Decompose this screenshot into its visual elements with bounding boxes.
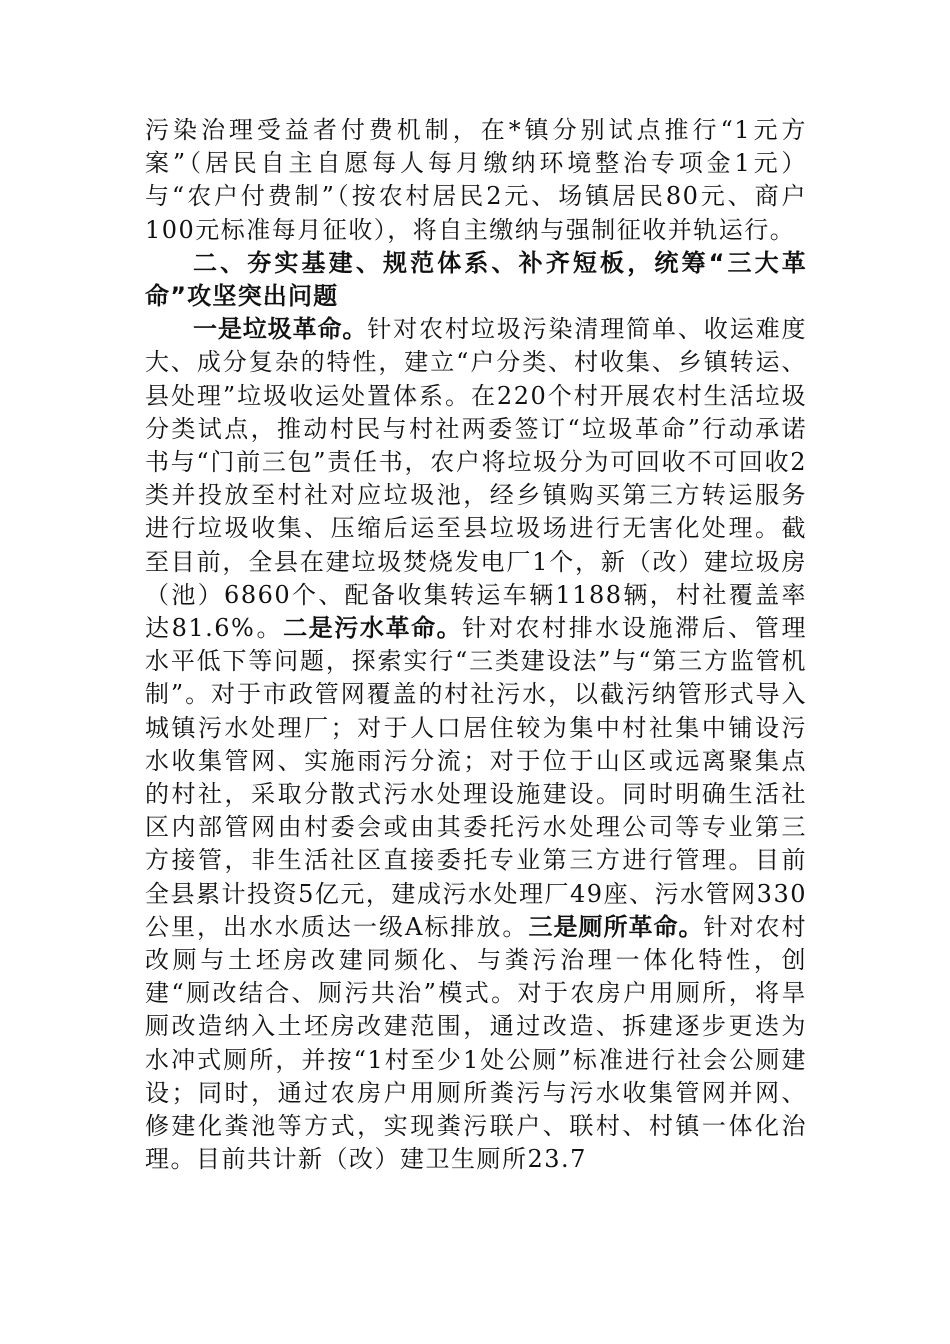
section-heading: 二、夯实基建、规范体系、补齐短板，统筹“三大革命”攻坚突出问题 (145, 248, 807, 311)
paragraph-fee-mechanism: 污染治理受益者付费机制，在*镇分别试点推行“1元方案”（居民自主自愿每人每月缴纳环境整治专项金1元）与“农户付费制”（按农村居民2元、场镇居民80元、商户100元标准每月征收），将自主缴纳与强制征收并轨运行。 (145, 116, 807, 244)
paragraph-three-revolutions (145, 313, 807, 1176)
sewage-revolution-text: 针对农村排水设施滞后、管理水平低下等问题，探索实行“三类建设法”与“第三方监管机制”。对于市政管网覆盖的村社污水，以截污纳管形式导入城镇污水处理厂；对于人口居住较为集中村社集中铺设污水收集管网、实施雨污分流；对于位于山区或远离聚集点的村社，采取分散式污水处理设施建设。同时明确生活社区内部管网由村委会或由其委托污水处理公司等专业第三方接管，非生活社区直接委托专业第三方进行管理。目前全县累计投资5亿元，建成污水处理厂49座、污水管网330公里，出水水质达一级A标排放。 (145, 614, 808, 941)
sewage-revolution-lead: 二是污水革命。 (283, 614, 463, 643)
document-body (145, 114, 807, 1177)
toilet-revolution-text: 针对农村改厕与土坯房改建同频化、与粪污治理一体化特性，创建“厕改结合、厕污共治”模式。对于农房户用厕所，将旱厕改造纳入土坯房改建范围，通过改造、拆建逐步更迭为水冲式厕所，并按“1村至少1处公厕”标准进行社会公厕建设；同时，通过农房户用厕所粪污与污水收集管网并网、修建化粪池等方式，实现粪污联户、联村、村镇一体化治理。目前共计新（改）建卫生厕所23.7 (145, 912, 808, 1174)
toilet-revolution-lead: 三是厕所革命。 (528, 912, 704, 941)
garbage-revolution-lead: 一是垃圾革命。 (193, 315, 368, 344)
garbage-revolution-text: 针对农村垃圾污染清理简单、收运难度大、成分复杂的特性，建立“户分类、村收集、乡镇转运、县处理”垃圾收运处置体系。在220个村开展农村生活垃圾分类试点，推动村民与村社两委签订“垃圾革命”行动承诺书与“门前三包”责任书，农户将垃圾分为可回收不可回收2类并投放至村社对应垃圾池，经乡镇购买第三方转运服务进行垃圾收集、压缩后运至县垃圾场进行无害化处理。截至目前，全县在建垃圾焚烧发电厂1个，新（改）建垃圾房（池）6860个、配备收集转运车辆1188辆，村社覆盖率达81.6%。 (145, 315, 808, 643)
